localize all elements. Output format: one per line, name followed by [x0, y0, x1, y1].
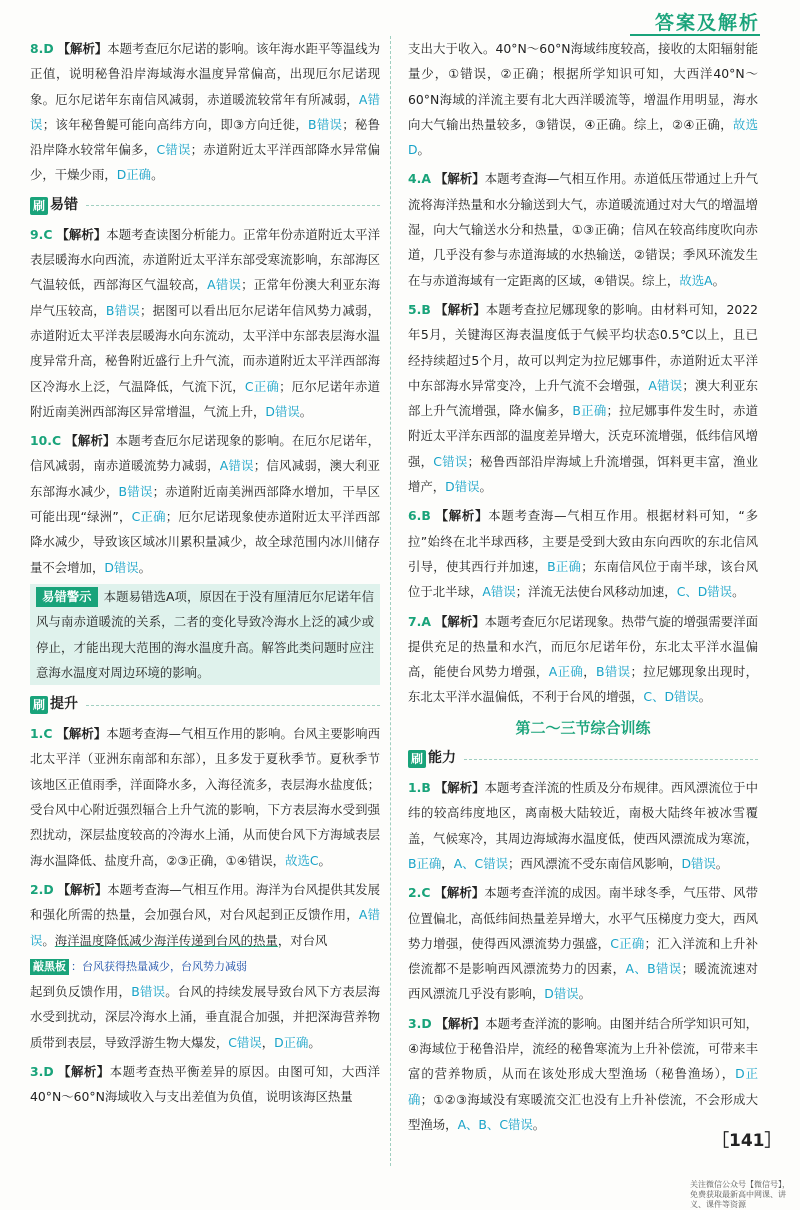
- answer-item-5: 5.B 【解析】本题考查拉尼娜现象的影响。由材料可知，2022年5月，关键海区海表温度低于气候平均状态0.5℃以上，且已经持续超过5个月，故可以判定为拉尼娜事件，赤道附近太平洋中东部海水异常变冷，上升气流不会增强，A错误；澳大利亚东部上升气流增强，降水偏多，B正确；拉尼娜事件发生时，赤道附近太平洋东西部的温度差异增大，沃克环流增强，低纬信风增强，C错误；秘鲁西部沿岸海域上升流增强，饵料更丰富，渔业增产，D错误。: [408, 301, 759, 495]
- answer-item-9: 9.C 【解析】本题考查读图分析能力。正常年份赤道附近太平洋表层暖海水向西流，赤道附近太平洋东部受寒流影响，东部海区气温较低，西部海区气温较高，A错误；正常年份澳大利亚东海岸气压较高，B错误；据图可以看出厄尔尼诺年信风势力减弱，赤道附近太平洋表层暖海水向东流动，太平洋中东部表层海水温度异常升高，秘鲁附近盛行上升气流，而赤道附近太平洋西部海区冷海水上泛，气温降低，气流下沉，C正确；厄尔尼诺年赤道附近南美洲西部海区异常增温，气流上升，D错误。: [30, 226, 381, 419]
- answer-item-b2: 2.C 【解析】本题考查洋流的成因。南半球冬季，气压带、风带位置偏北，高低纬间热量差异增大，水平气压梯度力变大，西风势力增强，使得西风漂流势力强盛，C正确；汇入洋流和上升补偿流都不是影响西风漂流势力的因素，A、B错误；暖流流速对西风漂流几乎没有影响，D错误。: [408, 885, 759, 1002]
- section-heading-nengli: 刷 能力: [408, 747, 758, 771]
- answer-item-7: 7.A 【解析】本题考查厄尔尼诺现象。热带气旋的增强需要洋面提供充足的热量和水汽，而厄尔尼诺年份，东北太平洋水温偏高，能使台风势力增强，A正确，B错误；拉尼娜现象出现时，东北太平洋水温偏低，不利于台风的增强，C、D错误。: [408, 613, 759, 705]
- right-column: [408, 36, 758, 1141]
- answer-item-8: 8.D 【解析】本题考查厄尔尼诺的影响。该年海水距平等温线为正值，说明秘鲁沿岸海域海水温度异常偏高，出现厄尔尼诺现象。厄尔尼诺年东南信风减弱，赤道暖流较常年有所减弱，A错误；该年秘鲁鳀可能向高纬方向，即③方向迁徙，B错误；秘鲁沿岸降水较常年偏多，C错误；赤道附近太平洋西部降水异常偏少，干燥少雨，D正确。: [30, 41, 381, 183]
- answer-item-b3: 3.D 【解析】本题考查洋流的影响。由图并结合所学知识可知，④海域位于秘鲁沿岸，流经的秘鲁寒流为上升补偿流，可带来丰富的营养物质，从而在该处形成大型渔场（秘鲁渔场），D正确；①②③海域没有寒暖流交汇也没有上升补偿流，不会形成大型渔场，A、B、C错误。: [408, 1015, 759, 1132]
- key-note-badge: 敲黑板: [30, 959, 69, 975]
- answer-item-2: 2.D 【解析】本题考查海—气相互作用。海洋为台风提供其发展和强化所需的热量，会加强台风，对台风起到正反馈作用，A错误。海洋温度降低减少海洋传递到台风的热量，对台风 敲黑板 ：台风获得热量减少，台风势力减弱 起到负反馈作用，B错误。台风的持续发展导致台风下方表层海水受到扰动，深层冷海水上涌，垂直混合加强，并把深海营养物质带到表层，导致浮游生物大爆发，C错误，D正确。: [30, 881, 381, 1050]
- column-divider: [390, 36, 391, 1166]
- answer-item-3: 3.D 【解析】本题考查热平衡差异的原因。由图可知，大西洋40°N～60°N海域收入与支出差值为负值，说明该海区热量: [30, 1063, 381, 1105]
- key-note: 敲黑板 ：台风获得热量减少，台风势力减弱: [30, 960, 247, 973]
- answer-item-1: 1.C 【解析】本题考查海—气相互作用的影响。台风主要影响西北太平洋（亚洲东南部和东部），且多发于夏秋季节。夏秋季节该地区正值雨季，洋面降水多，入海径流多，表层海水盐度低；受台风中心附近强烈辐合上升气流的影响，下方表层海水受到强烈扰动，深层盐度较高的冷海水上涌，从而使台风下方海域表层海水温降低、盐度升高，②③正确，①④错误，故选C。: [30, 726, 381, 868]
- page-number: ［141］: [712, 1131, 782, 1151]
- shua-badge: 刷: [30, 197, 48, 215]
- error-warning-box: [30, 584, 380, 685]
- shua-badge: 刷: [30, 696, 48, 714]
- header-title: 答案及解析: [654, 12, 760, 34]
- shua-badge: 刷: [408, 750, 426, 768]
- section-heading-tisheng: 刷 提升: [30, 693, 380, 717]
- section-heading-yicuo: 刷 易错: [30, 194, 380, 218]
- answer-item-10: 10.C 【解析】本题考查厄尔尼诺现象的影响。在厄尔尼诺年，信风减弱，南赤道暖流势力减弱，A错误；信风减弱，澳大利亚东部海水减少，B错误；赤道附近南美洲西部降水增加，干旱区可能出现“绿洲”，C正确；厄尔尼诺现象使赤道附近太平洋西部降水减少，导致该区域冰川累积量减少，故全球范围内冰川储存量不会增加，D错误。: [30, 433, 381, 575]
- warning-label: 易错警示: [36, 587, 98, 607]
- warning-text: 本题易错选A项，原因在于没有厘清厄尔尼诺年信风与南赤道暖流的关系，二者的变化导致冷海水上泛的减少或停止，才能出现大范围的海水温度升高。解答此类问题时应注意海水温度对周边环境的影响。: [36, 588, 374, 680]
- answer-item-b1: 1.B 【解析】本题考查洋流的性质及分布规律。西风漂流位于中纬的较高纬度地区，离南极大陆较近，南极大陆终年被冰雪覆盖，气候寒冷，其周边海域海水温度低，使西风漂流成为寒流，B正确，A、C错误；西风漂流不受东南信风影响，D错误。: [408, 780, 759, 871]
- left-column: [30, 36, 380, 1114]
- answer-item-4: 4.A 【解析】本题考查海—气相互作用。赤道低压带通过上升气流将海洋热量和水分输送到大气，赤道暖流通过对大气的增温增湿，向大气输送水分和热量，①③正确；信风在较高纬度吹向赤道，几乎没有参与赤道海域的水热输送，②错误；季风环流发生在与赤道海域有一定距离的区域，④错误。综上，故选A。: [408, 171, 759, 288]
- section-title: 第二～三节综合训练: [515, 718, 651, 737]
- underlined-text: 海洋温度降低减少海洋传递到台风的热量: [54, 932, 278, 948]
- footer-note: 关注微信公众号【微信号】， 免费获取最新高中网课、讲义、课件等资源: [690, 1180, 790, 1209]
- answer-item-3-continued: 支出大于收入。40°N～60°N海域纬度较高，接收的太阳辐射能量少，①错误，②正确；根据所学知识可知，大西洋40°N～60°N海域的洋流主要有北大西洋暖流等，增温作用明显，海水向大气输出热量较多，③错误，④正确。综上，②④正确，故选D。: [408, 41, 759, 158]
- answer-item-6: 6.B 【解析】本题考查海—气相互作用。根据材料可知，“多拉”始终在北半球西移，主要是受到大致由东向西吹的东北信风引导，使其西行并加速，B正确；东南信风位于南半球，该台风位于北半球，A错误；洋流无法使台风移动加速，C、D错误。: [408, 508, 759, 600]
